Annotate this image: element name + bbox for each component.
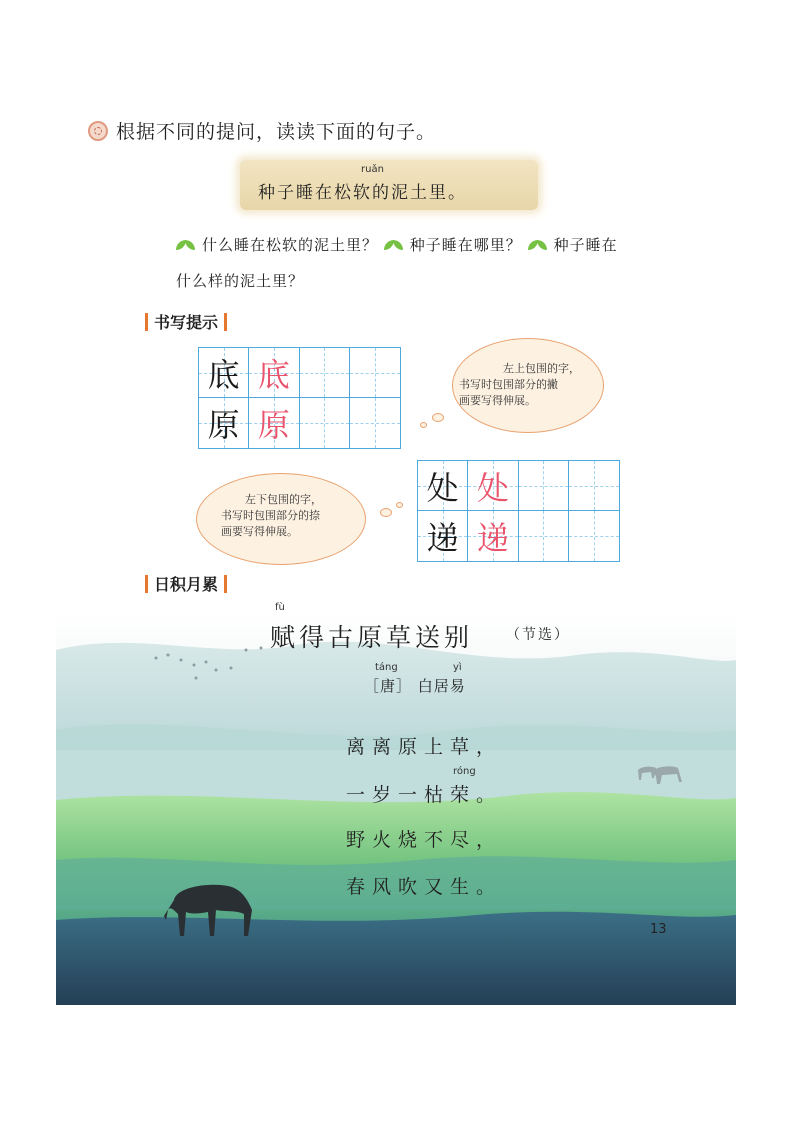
writing-grid-2: [417, 460, 620, 562]
question-3a: 种子睡在: [553, 236, 618, 254]
poem-line-2: 一岁一枯荣。: [346, 784, 503, 806]
trace-char: 处: [476, 468, 509, 507]
pinyin-fu: fù: [275, 602, 285, 613]
leaf-icon: [384, 240, 404, 252]
trace-char: 递: [476, 519, 509, 557]
leaf-icon: [176, 240, 196, 252]
bubble-dot: [380, 508, 392, 517]
question-1: 什么睡在松软的泥土里？: [202, 236, 379, 254]
poem-note: （节选）: [506, 627, 570, 643]
question-2: 种子睡在哪里？: [409, 236, 522, 254]
poem-author: ［唐］ 白居易: [364, 677, 466, 695]
trace-char: 原: [257, 406, 290, 444]
model-char: 原: [207, 406, 240, 444]
pinyin-tang: táng: [375, 662, 398, 673]
bubble-dot: [420, 422, 427, 428]
model-char: 递: [426, 519, 459, 557]
reading-badge-icon: [88, 121, 108, 141]
section-heading-accumulation: 日积月累: [139, 572, 227, 595]
page-number: 13: [650, 922, 667, 937]
tip-bubble-2: 左下包围的字， 书写时包围部分的捺 画要写得伸展。: [196, 473, 366, 565]
leaf-icon: [528, 240, 548, 252]
model-char: 处: [426, 468, 459, 507]
poem-line-1: 离离原上草，: [346, 736, 503, 758]
pinyin-yi: yì: [453, 662, 462, 673]
heading-marker: [224, 313, 227, 331]
writing-grid-1: [198, 347, 401, 449]
heading-marker: [224, 575, 227, 593]
tip-bubble-1: 左上包围的字， 书写时包围部分的撇 画要写得伸展。: [452, 338, 604, 433]
question-3b: 什么样的泥土里？: [176, 272, 305, 290]
poem-title: 赋得古原草送别: [270, 623, 474, 652]
question-line-1: [176, 234, 618, 255]
bubble-dot: [432, 413, 444, 422]
section-heading-writing: 书写提示: [139, 310, 227, 333]
poem-line-4: 春风吹又生。: [346, 876, 503, 898]
poem-line-3: 野火烧不尽，: [346, 829, 503, 851]
heading-marker: [145, 313, 148, 331]
bubble-dot: [396, 502, 403, 508]
model-char: 底: [207, 355, 240, 394]
pinyin-rong: róng: [453, 766, 476, 777]
pinyin-ruan: ruǎn: [361, 164, 384, 175]
heading-marker: [145, 575, 148, 593]
trace-char: 底: [257, 355, 290, 394]
exercise-instruction: 根据不同的提问，读读下面的句子。: [116, 121, 437, 143]
sentence-text: 种子睡在松软的泥土里。: [258, 183, 467, 203]
